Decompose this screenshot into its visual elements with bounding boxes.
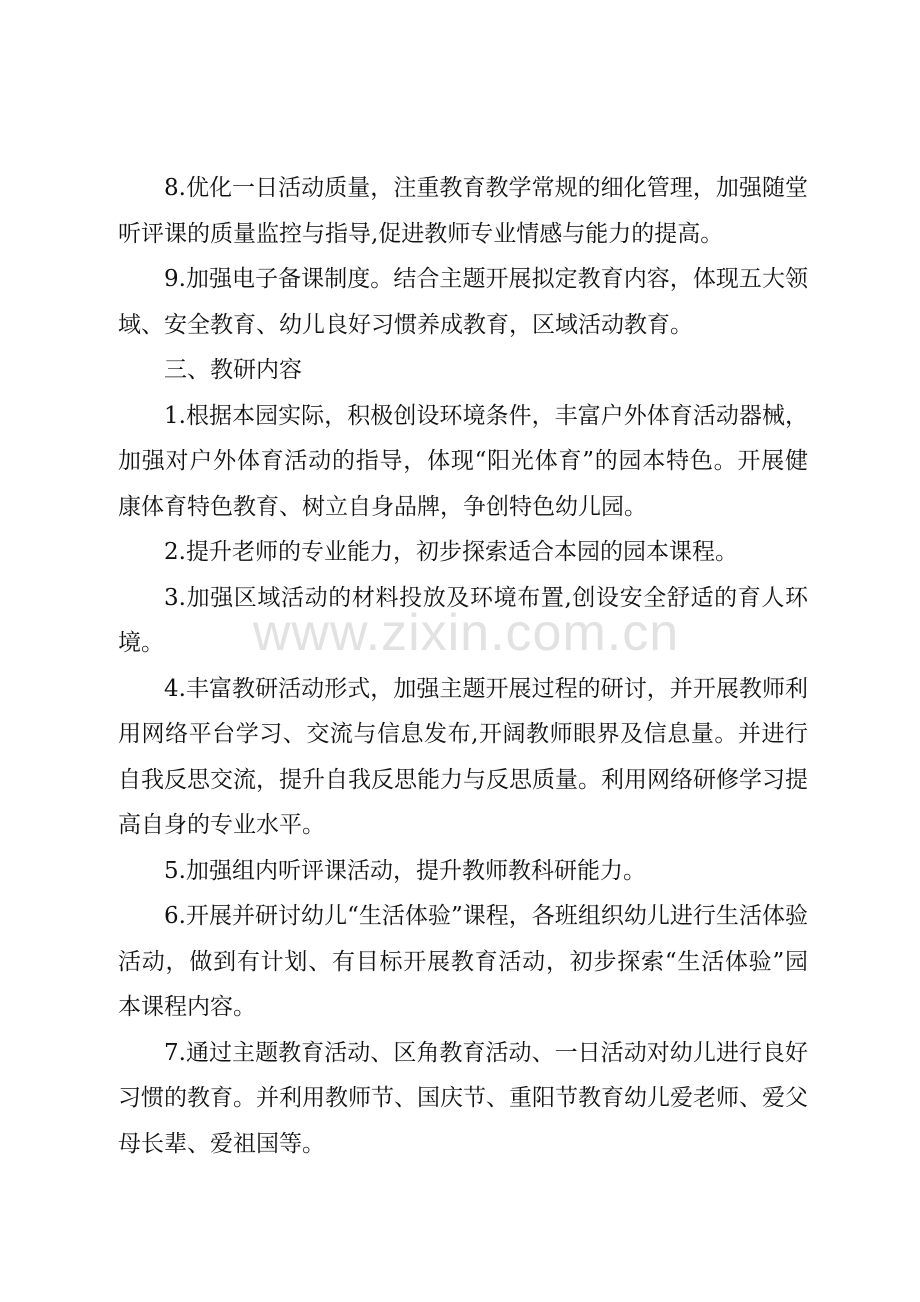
document-body bbox=[118, 166, 808, 1167]
paragraph-item-9: 9.加强电子备课制度。结合主题开展拟定教育内容，体现五大领域、安全教育、幼儿良好习惯养成教育，区域活动教育。 bbox=[118, 266, 808, 338]
paragraph-item-1: 1.根据本园实际，积极创设环境条件，丰富户外体育活动器械，加强对户外体育活动的指导，体现“阳光体育”的园本特色。开展健康体育特色教育、树立自身品牌，争创特色幼儿园。 bbox=[118, 402, 808, 520]
paragraph-item-6: 6.开展并研讨幼儿“生活体验”课程，各班组织幼儿进行生活体验活动，做到有计划、有目标开展教育活动，初步探索“生活体验”园本课程内容。 bbox=[118, 903, 808, 1020]
watermark-text: www.zixin.com.cn bbox=[252, 604, 680, 662]
paragraph-item-2: 2.提升老师的专业能力，初步探索适合本园的园本课程。 bbox=[164, 539, 738, 565]
section-heading-research-content: 三、教研内容 bbox=[164, 357, 302, 383]
paragraph-item-4: 4.丰富教研活动形式，加强主题开展过程的研讨，并开展教师利用网络平台学习、交流与信息发布,开阔教师眼界及信息量。并进行自我反思交流，提升自我反思能力与反思质量。利用网络研修学习提高自身的专业水平。 bbox=[118, 675, 808, 838]
paragraph-item-7: 7.通过主题教育活动、区角教育活动、一日活动对幼儿进行良好习惯的教育。并利用教师节、国庆节、重阳节教育幼儿爱老师、爱父母长辈、爱祖国等。 bbox=[118, 1039, 808, 1157]
paragraph-item-8: 8.优化一日活动质量，注重教育教学常规的细化管理，加强随堂听评课的质量监控与指导,促进教师专业情感与能力的提高。 bbox=[118, 175, 808, 247]
paragraph-item-3: 3.加强区域活动的材料投放及环境布置,创设安全舒适的育人环境。 bbox=[118, 584, 808, 656]
paragraph-item-5: 5.加强组内听评课活动，提升教师教科研能力。 bbox=[164, 857, 646, 884]
